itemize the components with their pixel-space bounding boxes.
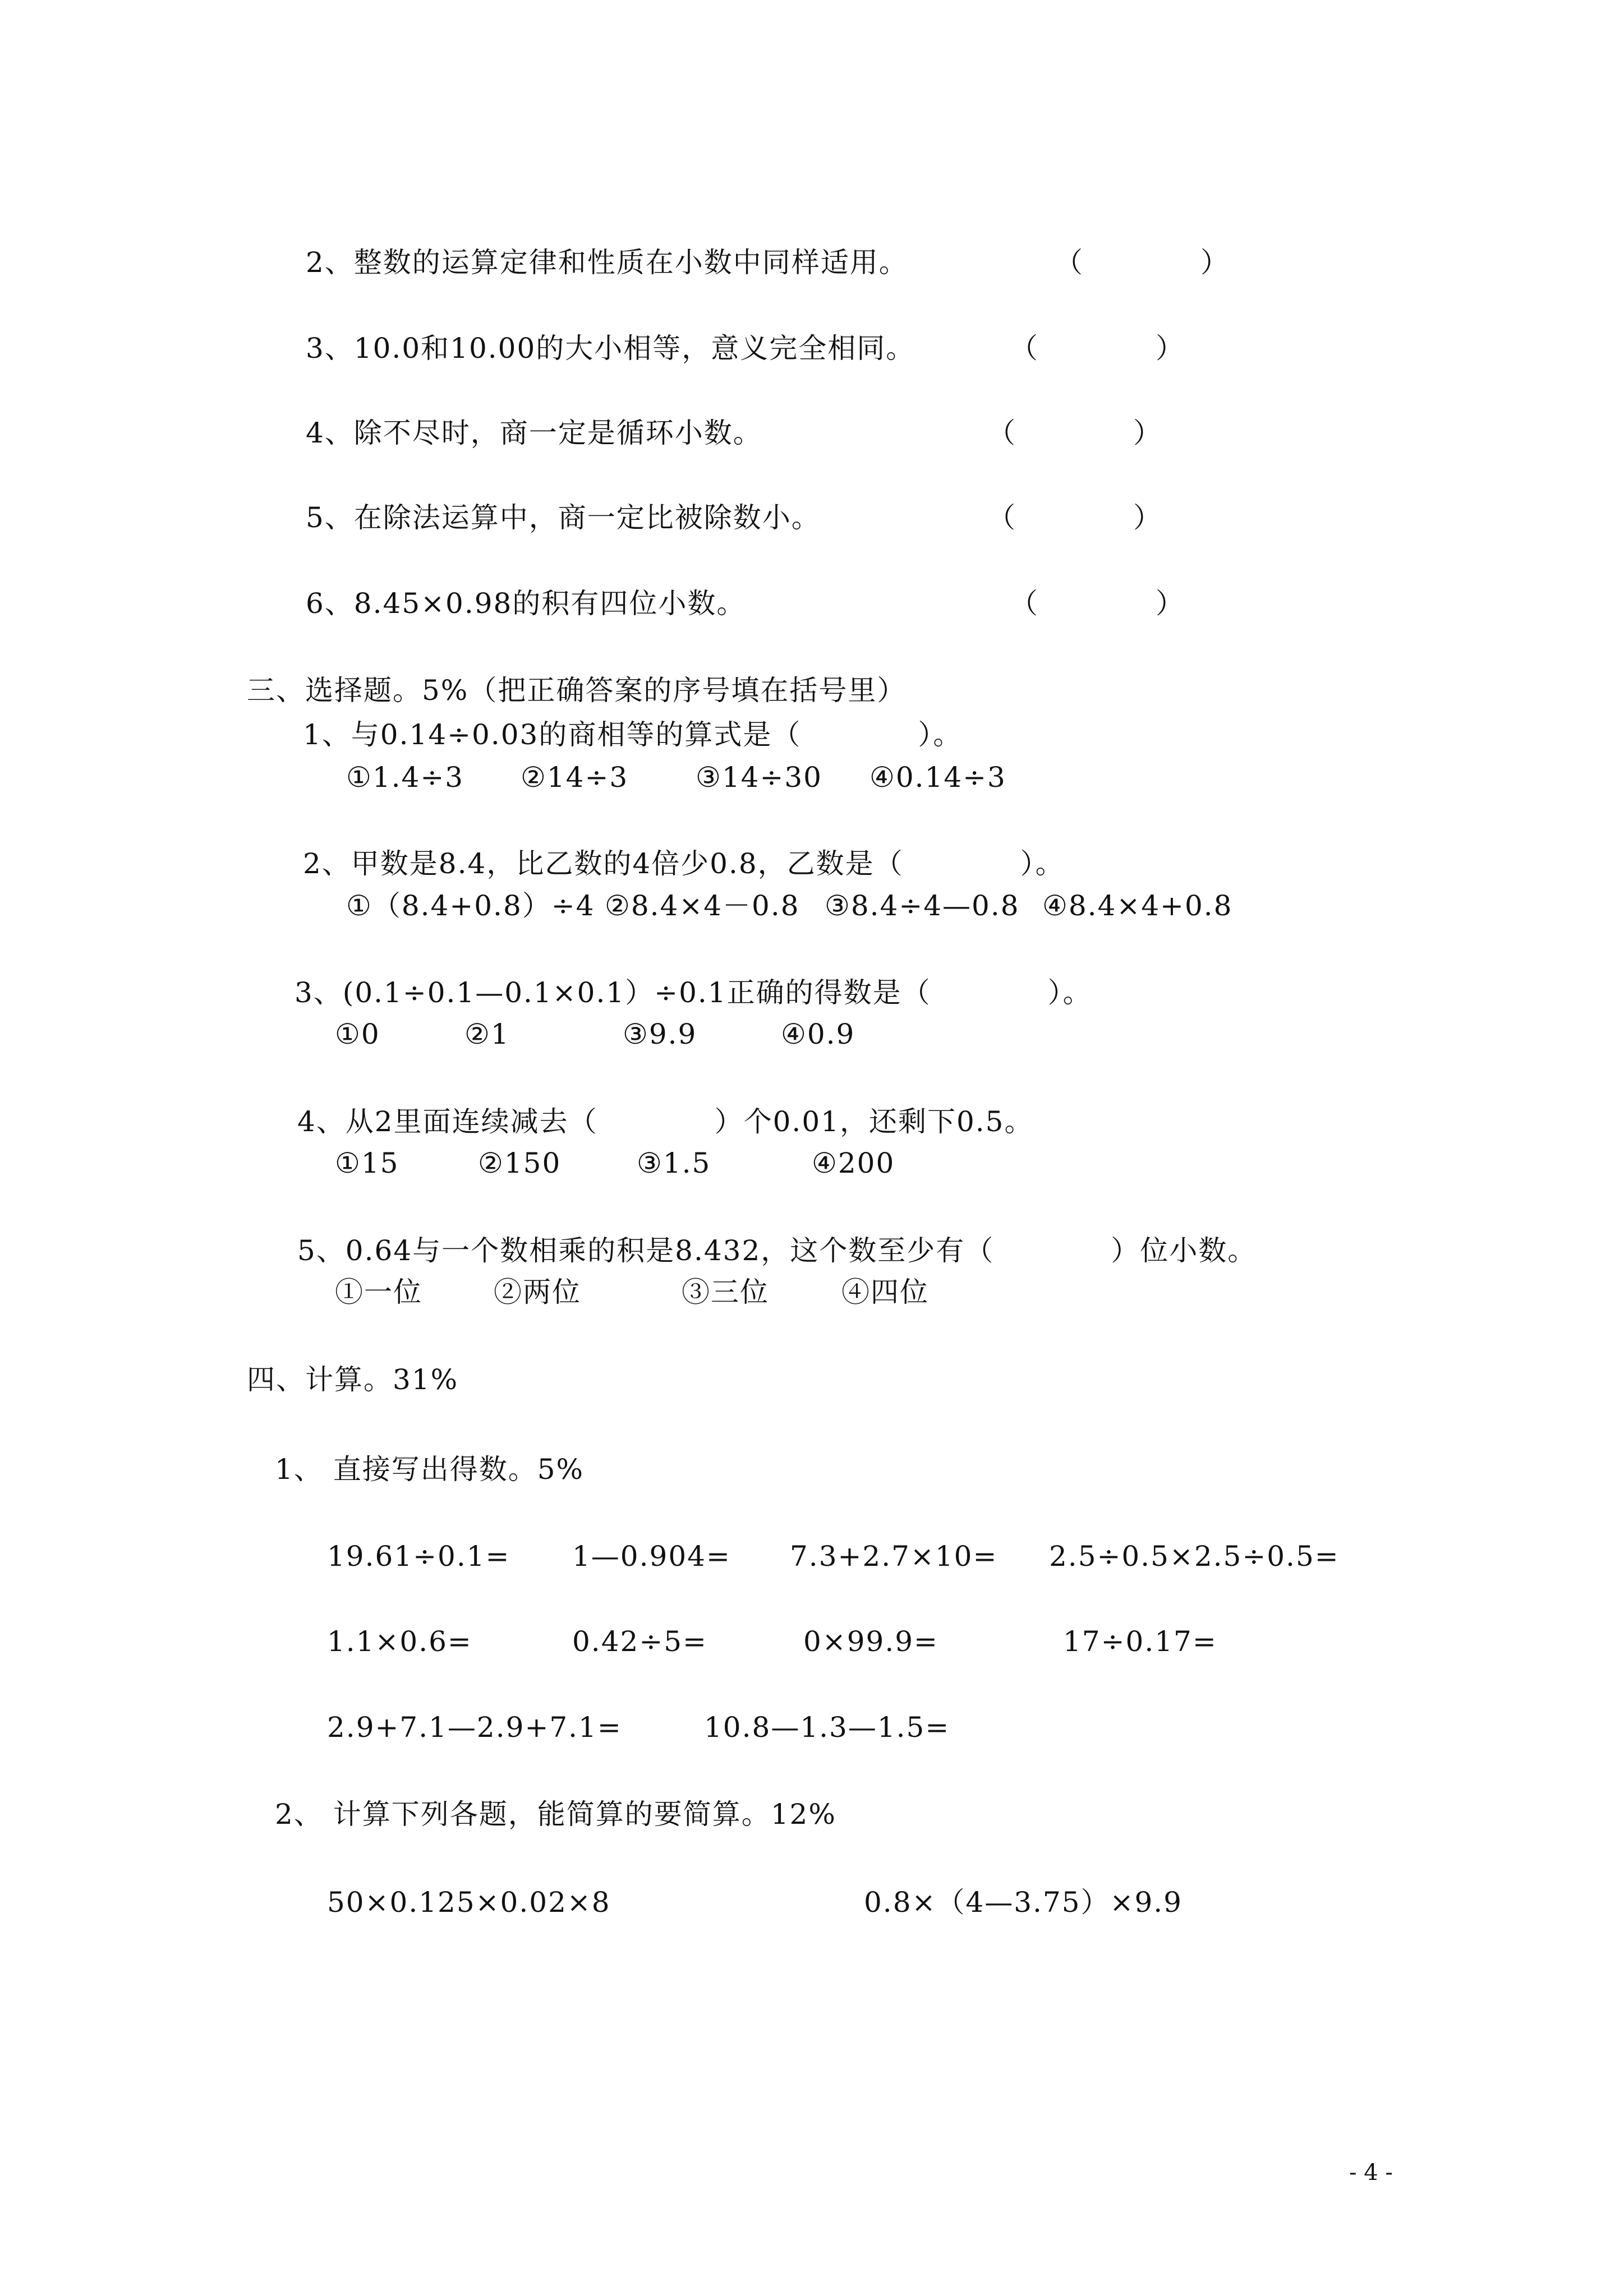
choice-option: ④0.9 xyxy=(781,1018,855,1050)
section-heading-calc: 四、计算。31% xyxy=(247,1363,459,1396)
choice-option: ③三位 xyxy=(682,1276,769,1308)
answer-bracket: （ ） xyxy=(1010,587,1185,620)
section-heading-choice: 三、选择题。5%（把正确答案的序号填在括号里） xyxy=(247,674,907,707)
judgment-item-3: 3、10.0和10.00的大小相等，意义完全相同。 xyxy=(306,332,915,365)
choice-option: ①一位 xyxy=(335,1276,422,1308)
calc-expression: 7.3+2.7×10= xyxy=(790,1540,998,1573)
choice-question-4: 4、从2里面连续减去（ ）个0.01，还剩下0.5。 xyxy=(297,1105,1034,1138)
answer-bracket: （ ） xyxy=(1010,332,1185,365)
calc-expression: 19.61÷0.1= xyxy=(327,1540,510,1573)
calc-expression: 2.9+7.1—2.9+7.1= xyxy=(327,1711,622,1744)
choice-option: ④8.4×4+0.8 xyxy=(1042,889,1233,922)
calc-expression: 0×99.9= xyxy=(803,1625,938,1658)
choice-question-5: 5、0.64与一个数相乘的积是8.432，这个数至少有（ ）位小数。 xyxy=(297,1234,1257,1267)
judgment-item-2: 2、整数的运算定律和性质在小数中同样适用。 xyxy=(306,246,908,279)
calc-expression: 17÷0.17= xyxy=(1063,1625,1217,1658)
judgment-item-5: 5、在除法运算中，商一定比被除数小。 xyxy=(306,501,821,534)
answer-bracket: （ ） xyxy=(987,501,1162,534)
choice-option: ③8.4÷4—0.8 xyxy=(825,889,1020,922)
calc-expression: 10.8—1.3—1.5= xyxy=(704,1711,950,1744)
page-number: - 4 - xyxy=(1349,2160,1393,2186)
choice-option: ④0.14÷3 xyxy=(869,761,1006,794)
choice-question-3: 3、(0.1÷0.1—0.1×0.1）÷0.1正确的得数是（ ）。 xyxy=(295,976,1092,1009)
answer-bracket: （ ） xyxy=(1055,246,1230,279)
choice-option: ③1.5 xyxy=(637,1147,711,1179)
calc-part2-title: 2、 计算下列各题，能简算的要简算。12% xyxy=(275,1798,836,1831)
choice-option: ③14÷30 xyxy=(696,761,822,794)
choice-option: ②14÷3 xyxy=(521,761,629,794)
choice-option: ③9.9 xyxy=(623,1018,697,1050)
choice-option: ④200 xyxy=(812,1147,895,1179)
calc-problem: 0.8×（4—3.75）×9.9 xyxy=(864,1886,1183,1919)
choice-option: ②1 xyxy=(464,1018,510,1050)
choice-option: ②8.4×4－0.8 xyxy=(605,889,800,922)
calc-expression: 2.5÷0.5×2.5÷0.5= xyxy=(1049,1540,1340,1573)
calc-expression: 1.1×0.6= xyxy=(327,1625,472,1658)
calc-problem: 50×0.125×0.02×8 xyxy=(327,1886,611,1919)
choice-question-2: 2、甲数是8.4，比乙数的4倍少0.8，乙数是（ ）。 xyxy=(303,847,1065,880)
choice-option: ②150 xyxy=(478,1147,562,1179)
choice-option: ①（8.4+0.8）÷4 xyxy=(346,889,595,922)
choice-option: ①15 xyxy=(335,1147,399,1179)
choice-option: ①0 xyxy=(335,1018,380,1050)
choice-option: ②两位 xyxy=(494,1276,581,1308)
calc-expression: 1—0.904= xyxy=(572,1540,731,1573)
choice-option: ①1.4÷3 xyxy=(346,761,464,794)
calc-expression: 0.42÷5= xyxy=(572,1625,707,1658)
judgment-item-4: 4、除不尽时，商一定是循环小数。 xyxy=(306,417,762,449)
choice-option: ④四位 xyxy=(841,1276,929,1308)
calc-part1-title: 1、 直接写出得数。5% xyxy=(275,1453,585,1486)
choice-question-1: 1、与0.14÷0.03的商相等的算式是（ ）。 xyxy=(303,718,963,751)
answer-bracket: （ ） xyxy=(987,417,1162,449)
judgment-item-6: 6、8.45×0.98的积有四位小数。 xyxy=(306,587,746,620)
